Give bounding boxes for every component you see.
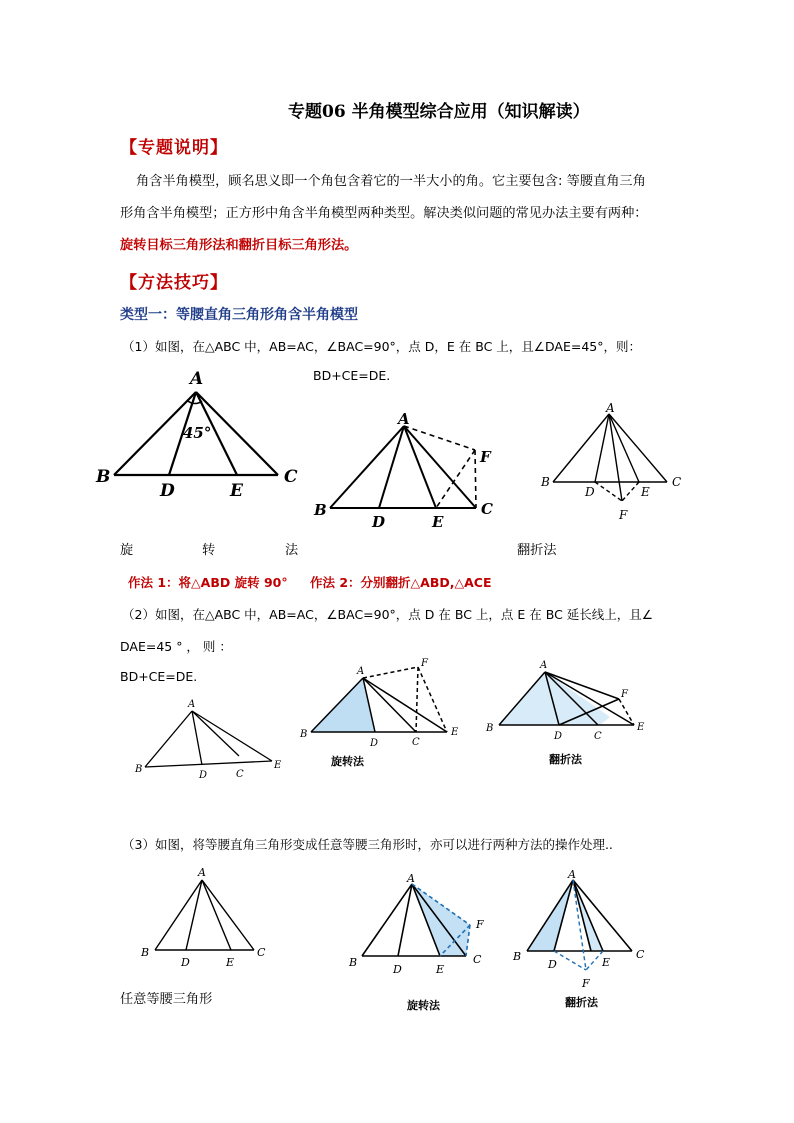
type1-title: 类型一：等腰直角三角形角含半角模型 (120, 307, 358, 323)
point-label-A: A (407, 872, 415, 885)
point-label-B: B (141, 946, 150, 959)
point-label-D: D (160, 481, 175, 501)
point-label-B: B (541, 475, 550, 489)
case3-caption-rotate: 旋转法 (407, 999, 440, 1012)
point-label-F: F (421, 658, 428, 669)
point-label-D: D (548, 958, 557, 971)
angle-label-45: 45° (183, 424, 212, 442)
case3-figures (136, 862, 656, 992)
point-label-C: C (636, 948, 645, 961)
point-label-B: B (513, 950, 522, 963)
case3-text: （3）如图，将等腰直角三角形变成任意等腰三角形时，亦可以进行两种方法的操作处理.. (122, 837, 613, 852)
case2-text-line-2: DAE=45 ° ， 则 ： (120, 639, 232, 654)
point-label-E: E (641, 485, 650, 499)
point-label-D: D (393, 963, 402, 976)
point-label-A: A (190, 369, 204, 389)
point-label-E: E (602, 956, 611, 969)
case3-caption-any: 任意等腰三角形 (120, 992, 213, 1007)
point-label-B: B (486, 723, 494, 734)
point-label-C: C (412, 737, 420, 748)
case1-text: （1）如图，在△ABC 中，AB=AC，∠BAC=90°，点 D，E 在 BC 上，且∠DAE=45°，则： (122, 339, 641, 354)
point-label-F: F (619, 508, 628, 522)
point-label-A: A (606, 401, 615, 415)
point-label-E: E (436, 963, 445, 976)
case3-caption-fold: 翻折法 (565, 996, 598, 1009)
label-fold: 翻折法 (517, 543, 557, 558)
case1-figures (92, 368, 732, 531)
point-label-E: E (230, 481, 243, 501)
point-label-F: F (582, 977, 590, 990)
point-label-D: D (181, 956, 190, 969)
label-rotate-char-2: 转 (202, 543, 216, 558)
point-label-A: A (540, 660, 548, 671)
point-label-F: F (621, 689, 628, 700)
point-label-B: B (314, 501, 327, 519)
case2-text-line-1: （2）如图，在△ABC 中，AB=AC，∠BAC=90°，点 D 在 BC 上，点 E 在 BC 延长线上，且∠ (122, 607, 653, 622)
point-label-F: F (476, 918, 484, 931)
case2-fold-shaded-area (499, 672, 610, 725)
point-label-C: C (473, 953, 482, 966)
point-label-C: C (672, 475, 682, 489)
label-rotate-char-3: 法 (285, 543, 299, 558)
section-header-explain: 【专题说明】 (120, 138, 228, 158)
case2-caption-rotate: 旋转法 (331, 755, 364, 768)
point-label-F: F (480, 448, 491, 466)
intro-line-1: 角含半角模型，顾名思义即一个角包含着它的一半大小的角。它主要包含: 等腰直角三角 (136, 174, 646, 189)
intro-line-2: 形角含半角模型；正方形中角含半角模型两种类型。解决类似问题的常见办法主要有两种： (120, 206, 648, 221)
page-title: 专题06 半角模型综合应用（知识解读） (288, 102, 590, 122)
section-header-method: 【方法技巧】 (120, 273, 228, 293)
point-label-D: D (370, 738, 379, 749)
point-label-E: E (274, 760, 282, 771)
point-label-E: E (226, 956, 235, 969)
point-label-D: D (199, 770, 208, 781)
method-2: 作法 2：分别翻折△ABD,△ACE (310, 575, 492, 590)
point-label-B: B (300, 729, 308, 740)
point-label-A: A (568, 868, 576, 881)
point-label-C: C (236, 769, 244, 780)
point-label-B: B (135, 764, 143, 775)
point-label-A: A (398, 410, 410, 428)
point-label-A: A (357, 666, 365, 677)
point-label-E: E (637, 722, 645, 733)
case1-figure-rotate (330, 426, 476, 508)
method-1: 作法 1：将△ABD 旋转 90° (128, 575, 288, 590)
case1-conclusion: BD+CE=DE. (313, 368, 391, 383)
label-rotate-char-1: 旋 (120, 543, 134, 558)
case1-figure-fold (553, 414, 667, 501)
point-label-A: A (198, 866, 206, 879)
point-label-D: D (585, 485, 595, 499)
point-label-B: B (96, 467, 111, 487)
point-label-C: C (481, 500, 493, 518)
point-label-C: C (284, 467, 298, 487)
point-label-B: B (349, 956, 358, 969)
case2-caption-fold: 翻折法 (549, 753, 582, 766)
point-label-E: E (451, 727, 459, 738)
case2-figure-basic (145, 711, 272, 767)
point-label-E: E (432, 513, 444, 531)
point-label-A: A (188, 699, 196, 710)
point-label-C: C (257, 946, 266, 959)
point-label-D: D (554, 731, 563, 742)
point-label-D: D (372, 513, 386, 531)
point-label-C: C (594, 731, 602, 742)
case3-figure-basic (155, 880, 254, 950)
intro-line-3: 旋转目标三角形法和翻折目标三角形法。 (120, 238, 358, 253)
case2-conclusion: BD+CE=DE. (120, 669, 198, 684)
